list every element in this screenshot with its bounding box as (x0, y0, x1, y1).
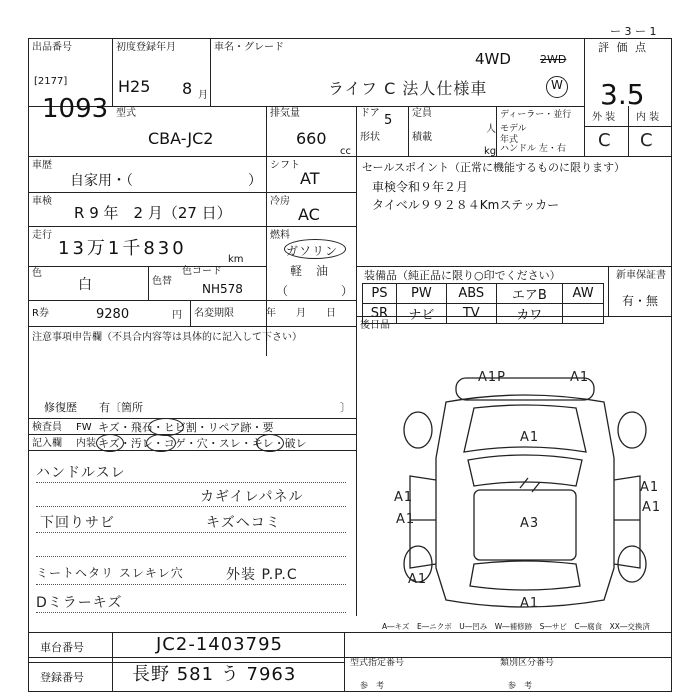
inspection-label: 車検 (32, 196, 52, 207)
warranty: 有・無 (622, 294, 659, 308)
cc-unit: cc (340, 146, 351, 157)
ext-grade: C (598, 130, 612, 151)
mileage: 13万1千830 (58, 238, 187, 259)
notes-label: 注意事項申告欄（不具合内容等は具体的に記入して下さい） (32, 332, 302, 343)
wheel-fl (404, 412, 432, 448)
lot-number: 1093 (42, 94, 109, 124)
right-side (614, 476, 640, 568)
reg-month: 8 (182, 79, 193, 98)
scratch-mark (520, 478, 528, 488)
drive-circle-text: W (551, 78, 563, 92)
dot-line (36, 556, 346, 557)
fw-label: FW (76, 422, 92, 433)
reg-year: H25 (118, 77, 151, 96)
model-year-label: モデル年式 (500, 124, 527, 145)
lot-label: 出品番号 (32, 42, 72, 53)
name-change-ymd: 年 月 日 (266, 308, 336, 319)
repair-close: 〕 (340, 401, 351, 414)
fuel-1: ガソリン (286, 244, 339, 258)
recycle-label: R券 (32, 308, 49, 319)
class-ref: 参 考 (508, 681, 532, 690)
divider (148, 266, 149, 300)
divider (28, 226, 356, 227)
sales-line1: 車検令和９年２月 (372, 180, 469, 194)
sales-label: セールスポイント（正常に機能するものに限ります） (362, 161, 626, 174)
equip-pw: PW (396, 284, 446, 304)
divider (408, 106, 409, 156)
dot-line (36, 482, 346, 483)
equip-ps: PS (363, 284, 397, 304)
circle-kizu (96, 434, 124, 452)
rear-label: 後日品 (360, 320, 390, 331)
ext-label: 外 装 (592, 112, 616, 123)
divider (190, 300, 191, 326)
fuel-2: 軽 油 (290, 264, 330, 278)
wheel-rr (618, 546, 646, 582)
color-code: NH578 (202, 282, 243, 296)
reg-label: 初度登録年月 (116, 42, 176, 53)
circle-yogore (146, 434, 176, 452)
fuel-circle (284, 239, 346, 259)
class-label: 類別区分番号 (500, 658, 555, 668)
history-label: 車歴 (32, 160, 52, 171)
chassis-label: 車台番号 (40, 641, 84, 654)
note-4: キズヘコミ (206, 515, 281, 531)
seats-unit: 人 (486, 124, 496, 135)
name-label: 車名・グレード (214, 42, 284, 53)
divider (28, 450, 356, 451)
damage-legend: A―キズ E―ニクボ U―凹み W―補修跡 S―サビ C―腐食 XX―交換済 (382, 622, 650, 631)
model: CBA-JC2 (148, 129, 214, 148)
equip-tv: TV (446, 304, 496, 324)
mark-a1-right2: A1 (642, 500, 662, 515)
car-name: ライフ C 法人仕様車 (328, 79, 488, 98)
equip-leather: カワ (496, 304, 563, 324)
doors: 5 (384, 113, 393, 128)
fuel-label: 燃料 (270, 230, 290, 241)
history-close: ） (248, 173, 262, 189)
score-label: 評 価 点 (598, 41, 648, 54)
mileage-label: 走行 (32, 230, 52, 241)
load-label: 積載 (412, 132, 432, 143)
note-1: ハンドルスレ (36, 465, 126, 481)
divider (608, 266, 609, 316)
chassis: JC2-1403795 (156, 634, 283, 655)
ac-label: 冷房 (270, 196, 290, 207)
mark-a1-hood: A1 (520, 430, 540, 445)
shape-label: 形状 (360, 132, 380, 143)
divider (356, 316, 672, 317)
note-6: 外装 P.P.C (226, 567, 298, 583)
mark-a1-front: A1 (570, 370, 590, 385)
fuel-3: （ ） (276, 284, 355, 298)
plate: 長野 581 う 7963 (132, 664, 297, 685)
naiso-label: 内装 (76, 438, 96, 449)
dot-line (36, 506, 346, 507)
lot-sub: [2177] (34, 76, 68, 87)
wheel-fr (618, 412, 646, 448)
mark-a1-left: A1 (394, 490, 414, 505)
divider (28, 300, 356, 301)
sales-line2: タイベル９９２８４Kmステッカー (372, 198, 560, 212)
divider (210, 38, 211, 106)
top-right-code: ー 3 ー 1 (610, 25, 657, 38)
divider (28, 434, 356, 435)
int-grade: C (640, 130, 654, 151)
dot-line (36, 532, 346, 533)
mark-a1p: A1P (478, 370, 507, 385)
divider (496, 106, 497, 156)
note-7: Dミラーキズ (36, 595, 123, 611)
mark-a1-right: A1 (640, 480, 660, 495)
model-label: 型式 (116, 108, 136, 119)
kg-unit: kg (484, 146, 497, 157)
drive-alt: 2WD (540, 53, 567, 66)
divider (584, 38, 585, 156)
divider (356, 106, 357, 156)
displacement-label: 排気量 (270, 108, 300, 119)
divider (28, 418, 356, 419)
circle-sure (256, 434, 284, 452)
history-value: 自家用・（ (70, 173, 133, 189)
dot-line (36, 584, 346, 585)
mark-a1-left2: A1 (396, 512, 416, 527)
color-label: 色 (32, 268, 42, 279)
divider (28, 192, 356, 193)
type-ref: 参 考 (360, 681, 384, 690)
handle-label: ハンドル 左・右 (500, 144, 566, 154)
inspection: R 9 年 2 月（27 日） (74, 204, 232, 222)
repair-history: 修復歴 有〔箇所 (44, 401, 143, 414)
color-code-label: 色コード (182, 266, 222, 277)
plate-label: 登録番号 (40, 671, 84, 684)
shift: AT (300, 169, 320, 188)
divider (112, 38, 113, 106)
name-change-label: 名変期限 (194, 308, 234, 319)
divider (356, 156, 357, 616)
equip-abs: ABS (446, 284, 496, 304)
displacement: 660 (296, 129, 327, 148)
car-diagram (390, 368, 660, 618)
dot-line (36, 612, 346, 613)
shift-label: シフト (270, 160, 300, 171)
note-2: カギイレパネル (200, 489, 304, 505)
yen-unit: 円 (172, 310, 182, 321)
ac: AC (298, 205, 320, 224)
km-unit: km (228, 254, 244, 265)
equip-aw: AW (563, 284, 604, 304)
mark-a3: A3 (520, 516, 540, 531)
color-change-label: 色替 (152, 276, 172, 287)
drive: 4WD (475, 50, 511, 68)
warranty-label: 新車保証書 (616, 270, 666, 281)
divider (28, 326, 356, 327)
score: 3.5 (600, 78, 645, 111)
equip-navi: ナビ (396, 304, 446, 324)
mark-a1-rear: A1 (520, 596, 540, 611)
reg-month-unit: 月 (198, 90, 208, 101)
color: 白 (78, 277, 92, 293)
entry-items: キズ・汚レ・コゲ・穴・スレ・キレ・破レ (98, 437, 307, 450)
equip-sr: SR (363, 304, 397, 324)
inspector-label: 検査員 (32, 422, 62, 433)
equip-empty (563, 304, 604, 324)
int-label: 内 装 (636, 112, 660, 123)
equipment-table (362, 283, 604, 324)
divider (28, 106, 584, 107)
mark-a1-rear-l: A1 (408, 572, 428, 587)
divider (356, 266, 672, 267)
equip-airbag: エアB (496, 284, 563, 304)
doors-label: ドア (360, 108, 380, 119)
circle-tobiishi (148, 418, 184, 436)
body-outline (436, 395, 614, 607)
equipment-label: 装備品（純正品に限り○印でください） (364, 269, 561, 282)
divider (28, 266, 266, 267)
note-5: ミートヘタリ スレキレ穴 (36, 566, 184, 580)
entry-label: 記入欄 (32, 438, 62, 449)
rear-glass (470, 561, 580, 590)
type-designation-label: 型式指定番号 (350, 658, 405, 668)
recycle: 9280 (96, 307, 130, 322)
seats-label: 定員 (412, 108, 432, 119)
divider (628, 106, 629, 156)
inspect-items: キズ・飛石・ヒビ割・リペア跡・要 (98, 421, 274, 434)
dealer-label: ディーラー・並行 (500, 110, 572, 120)
note-3: 下回りサビ (40, 515, 115, 531)
